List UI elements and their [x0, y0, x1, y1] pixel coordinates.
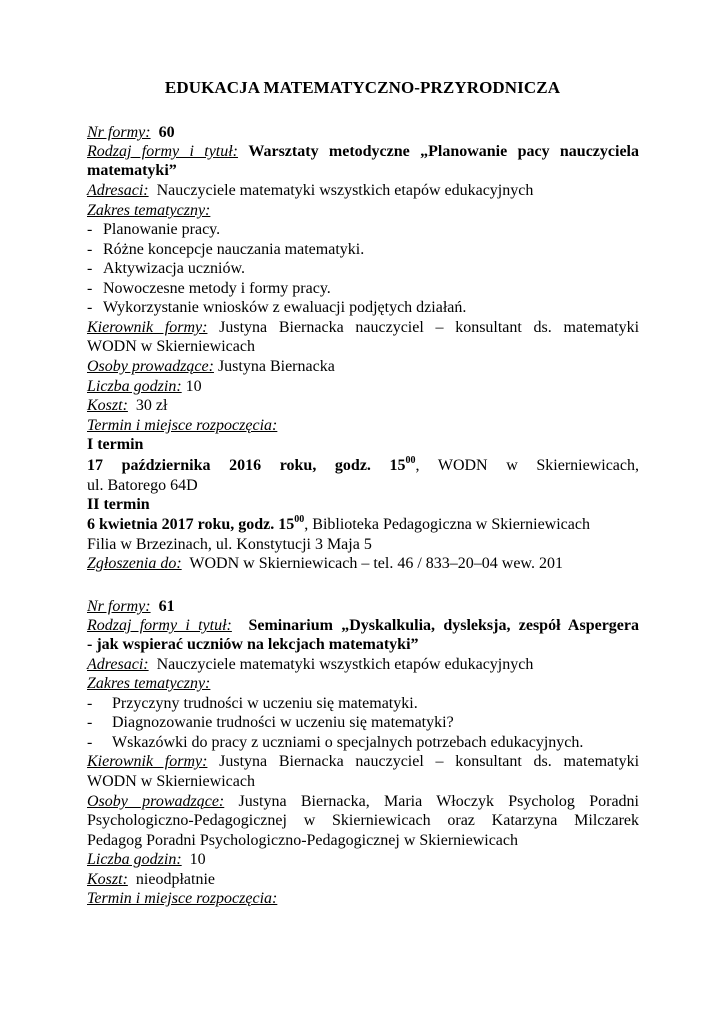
list-item: - Różne koncepcje nauczania matematyki. [87, 241, 365, 258]
form60-godzin [87, 377, 639, 396]
form61-kierownik-line2: WODN w Skierniewicach [87, 773, 255, 790]
termin2-sup: 00 [294, 514, 305, 525]
osoby-label: Osoby prowadzące: [87, 358, 214, 375]
form61-zakres [87, 674, 639, 693]
adresaci-value: Nauczyciele matematyki wszystkich etapów edukacyjnych [156, 656, 534, 673]
form60-rodzaj-line1 [87, 142, 639, 161]
koszt-value: 30 zł [135, 397, 168, 414]
godzin-label: Liczba godzin: [87, 851, 182, 868]
nr-value: 60 [158, 124, 175, 141]
godzin-value: 10 [189, 851, 206, 868]
rodzaj-title: Warsztaty metodyczne „Planowanie pacy nauczyciela [248, 143, 639, 160]
form60-rodzaj-line2: matematyki” [87, 162, 177, 179]
form60-osoby [87, 357, 639, 376]
kierownik-label: Kierownik formy: [87, 319, 208, 336]
nr-value: 61 [158, 598, 175, 615]
form61-rodzaj-line2: - jak wspierać uczniów na lekcjach matematyki” [87, 636, 419, 653]
godzin-label: Liczba godzin: [87, 378, 182, 395]
koszt-label: Koszt: [87, 871, 128, 888]
nr-label: Nr formy: [87, 598, 151, 615]
zakres-label: Zakres tematyczny: [87, 202, 211, 219]
osoby-label: Osoby prowadzące: [87, 793, 225, 810]
osoby-value: Justyna Biernacka, Maria Włoczyk Psycholog Poradni [238, 793, 639, 810]
list-item: - Aktywizacja uczniów. [87, 260, 246, 277]
form61-osoby-line2: Psychologiczno-Pedagogicznej w Skierniewicach oraz Katarzyna Milczarek [87, 812, 639, 829]
termin2-heading: II termin [87, 496, 150, 513]
form60-adresaci [87, 181, 639, 200]
koszt-value: nieodpłatnie [135, 871, 215, 888]
page-title: EDUKACJA MATEMATYCZNO-PRZYRODNICZA [164, 78, 561, 97]
termin2-place: , Biblioteka Pedagogiczna w Skierniewicach [304, 516, 590, 533]
list-item: - Przyczyny trudności w uczeniu się matematyki. [87, 695, 418, 712]
adresaci-value: Nauczyciele matematyki wszystkich etapów edukacyjnych [156, 182, 534, 199]
form61-godzin [87, 850, 639, 869]
termin1-heading: I termin [87, 436, 144, 453]
form61-osoby-line1 [87, 792, 639, 811]
rodzaj-title: Seminarium „Dyskalkulia, dysleksja, zespół Aspergera [248, 617, 640, 634]
zgloszenia-label: Zgłoszenia do: [87, 555, 182, 572]
termin-label: Termin i miejsce rozpoczęcia: [87, 890, 278, 907]
rodzaj-label: Rodzaj formy i tytuł: [87, 143, 239, 160]
form60-zakres [87, 201, 639, 220]
termin1-date: 17 października 2016 roku, godz. 15 [87, 457, 406, 474]
nr-label: Nr formy: [87, 124, 151, 141]
form60-zgloszenia [87, 554, 639, 573]
termin1-place: , WODN w Skierniewicach, [415, 457, 640, 474]
form61-termin [87, 889, 639, 908]
termin2-line2: Filia w Brzezinach, ul. Konstytucji 3 Maja 5 [87, 536, 372, 553]
form61-osoby-line3: Pedagog Poradni Psychologiczno-Pedagogicznej w Skierniewicach [87, 832, 518, 849]
osoby-value: Justyna Biernacka [217, 358, 335, 375]
termin1-line1 [87, 456, 639, 475]
koszt-label: Koszt: [87, 397, 128, 414]
zakres-label: Zakres tematyczny: [87, 675, 211, 692]
termin1-line2: ul. Batorego 64D [87, 477, 198, 494]
kierownik-value: Justyna Biernacka nauczyciel – konsultant ds. matematyki [219, 319, 640, 336]
form61-nr [87, 597, 639, 616]
form60-termin [87, 416, 639, 435]
form61-koszt [87, 870, 639, 889]
form61-adresaci [87, 655, 639, 674]
form61-rodzaj-line1 [87, 616, 639, 635]
list-item: - Planowanie pracy. [87, 221, 221, 238]
adresaci-label: Adresaci: [87, 182, 149, 199]
termin1-sup: 00 [405, 455, 416, 466]
godzin-value: 10 [185, 378, 202, 395]
kierownik-label: Kierownik formy: [87, 753, 208, 770]
zgloszenia-value: WODN w Skierniewicach – tel. 46 / 833–20–04 wew. 201 [189, 555, 563, 572]
form60-nr [87, 123, 639, 142]
list-item: - Diagnozowanie trudności w uczeniu się matematyki? [87, 714, 454, 731]
kierownik-value: Justyna Biernacka nauczyciel – konsultant ds. matematyki [219, 753, 640, 770]
form60-kierownik-line2: WODN w Skierniewicach [87, 338, 255, 355]
termin-label: Termin i miejsce rozpoczęcia: [87, 417, 278, 434]
termin2-line1 [87, 515, 639, 534]
rodzaj-label: Rodzaj formy i tytuł: [87, 617, 232, 634]
form61-kierownik-line1 [87, 752, 639, 771]
adresaci-label: Adresaci: [87, 656, 149, 673]
list-item: - Wykorzystanie wniosków z ewaluacji podjętych działań. [87, 299, 467, 316]
termin2-date: 6 kwietnia 2017 roku, godz. 15 [87, 516, 295, 533]
form60-koszt [87, 396, 639, 415]
list-item: - Wskazówki do pracy z uczniami o specjalnych potrzebach edukacyjnych. [87, 734, 584, 751]
list-item: - Nowoczesne metody i formy pracy. [87, 280, 331, 297]
form60-kierownik-line1 [87, 318, 639, 337]
